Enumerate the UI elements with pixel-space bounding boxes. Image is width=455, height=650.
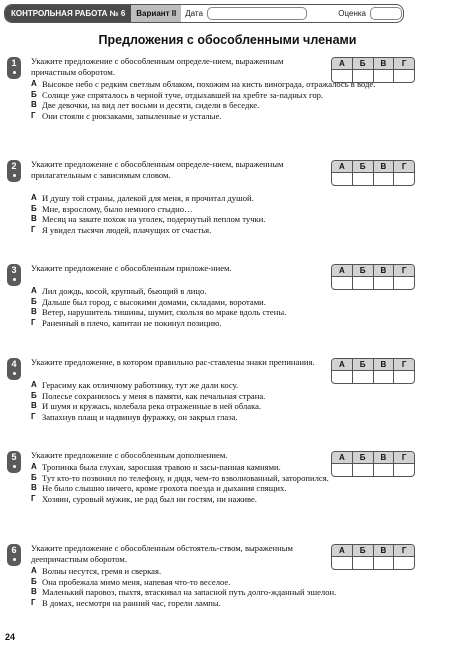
answer-letter-g: Г bbox=[401, 360, 407, 369]
option-g bbox=[31, 598, 407, 609]
option-g bbox=[31, 111, 407, 122]
answer-letter-g: Г bbox=[401, 266, 407, 275]
option-v bbox=[31, 100, 407, 111]
option-v bbox=[31, 587, 407, 598]
answer-letter-v: В bbox=[374, 161, 395, 172]
answer-letter-a: А bbox=[332, 452, 353, 463]
option-letter: А bbox=[31, 193, 37, 202]
answer-cell-b[interactable] bbox=[353, 173, 374, 186]
option-letter: Б bbox=[31, 390, 37, 400]
option-a bbox=[31, 380, 407, 391]
task-number-badge: 1 bbox=[7, 57, 21, 79]
option-letter: А bbox=[31, 79, 37, 88]
answer-letter-b: Б bbox=[353, 359, 374, 370]
answer-letter-v: В bbox=[374, 359, 395, 370]
answer-letter-v: В bbox=[374, 452, 395, 463]
answer-letter-b: Б bbox=[353, 161, 374, 172]
option-a bbox=[31, 286, 407, 297]
task-options bbox=[31, 286, 407, 328]
option-text: Хозяин, суровый мужик, не рад был ни гостям, ни наживе. bbox=[42, 493, 257, 504]
answer-letter-b: Б bbox=[353, 58, 374, 69]
option-letter: А bbox=[31, 566, 37, 575]
date-label: Дата bbox=[185, 9, 203, 18]
task-number-badge: 6 bbox=[7, 544, 21, 566]
answer-grid bbox=[331, 160, 415, 186]
option-text: Они стояли с рюкзаками, запыленные и усталые. bbox=[42, 110, 222, 121]
option-text: Герасиму как отличному работнику, тут же дали косу. bbox=[42, 380, 239, 390]
option-b bbox=[31, 391, 407, 402]
answer-letter-b: Б bbox=[353, 545, 374, 556]
option-letter: А bbox=[31, 286, 37, 295]
page-number: 24 bbox=[5, 632, 16, 642]
task-question: Укажите предложение с обособленным обстоятель-ством, выраженным деепричастным оборотом. bbox=[31, 543, 293, 564]
option-text: Раненный в плечо, капитан не покинул позицию. bbox=[42, 317, 222, 328]
task-options bbox=[31, 566, 407, 608]
option-text: Она пробежала мимо меня, напевая что-то веселое. bbox=[42, 576, 231, 587]
answer-letter-a: А bbox=[332, 161, 353, 172]
answer-letter-a: А bbox=[332, 58, 353, 69]
option-letter: Г bbox=[31, 493, 36, 503]
option-letter: А bbox=[31, 380, 37, 389]
answer-letter-g: Г bbox=[401, 453, 407, 462]
option-letter: Б bbox=[31, 576, 37, 586]
task-question: Укажите предложение с обособленным определе-нием, выраженным прилагательным с зависимым словом. bbox=[31, 159, 284, 180]
page-title: Предложения с обособленными членами bbox=[98, 33, 357, 47]
option-b bbox=[31, 577, 407, 588]
option-text: Лил дождь, косой, крупный, бьющий в лицо. bbox=[42, 286, 207, 296]
option-text: Полесье сохранилось у меня в памяти, как печальная страна. bbox=[42, 390, 266, 401]
answer-letter-g: Г bbox=[401, 546, 407, 555]
task-options bbox=[31, 380, 407, 422]
answer-cell-v[interactable] bbox=[374, 173, 395, 186]
option-letter: Г bbox=[31, 317, 36, 327]
answer-letter-g: Г bbox=[401, 59, 407, 68]
task-question: Укажите предложение, в котором правильно рас-ставлены знаки препинания. bbox=[31, 357, 315, 367]
option-a bbox=[31, 462, 407, 473]
option-letter: Б bbox=[31, 296, 37, 306]
option-b bbox=[31, 90, 407, 101]
task-options bbox=[31, 79, 407, 121]
option-letter: В bbox=[31, 214, 37, 223]
option-a bbox=[31, 193, 407, 204]
grade-label: Оценка bbox=[338, 9, 366, 18]
task-question: Укажите предложение с обособленным определе-нием, выраженным причастным оборотом. bbox=[31, 56, 284, 77]
option-v bbox=[31, 214, 407, 225]
option-text: Ветер, нарушитель тишины, шумит, скользя во мраке вдоль стены. bbox=[42, 307, 287, 317]
option-letter: В bbox=[31, 483, 37, 492]
option-text: И шумя и кружась, колебала река отраженные в ней облака. bbox=[42, 401, 262, 411]
option-letter: Г bbox=[31, 597, 36, 607]
option-b bbox=[31, 204, 407, 215]
option-letter: В bbox=[31, 587, 37, 596]
date-field[interactable] bbox=[207, 7, 307, 20]
option-text: Не было слышно ничего, кроме грохота поезда и дыхания спящих. bbox=[42, 483, 287, 493]
option-a bbox=[31, 79, 407, 90]
option-letter: В bbox=[31, 307, 37, 316]
answer-letter-a: А bbox=[332, 359, 353, 370]
option-text: Две девочки, на вид лет восьми и десяти, сидели в беседке. bbox=[42, 100, 260, 110]
option-text: Дальше был город, с высокими домами, складами, воротами. bbox=[42, 296, 266, 307]
option-text: Запахнув плащ и надвинув фуражку, он закрыл глаза. bbox=[42, 411, 238, 422]
option-text: Месяц на закате похож на уголек, подернутый пеплом тучки. bbox=[42, 214, 266, 224]
option-letter: В bbox=[31, 100, 37, 109]
option-b bbox=[31, 473, 407, 484]
option-letter: Г bbox=[31, 110, 36, 120]
task-options bbox=[31, 462, 407, 504]
option-text: Тропинка была глухая, заросшая травою и засы-панная камнями. bbox=[42, 462, 281, 472]
answer-letter-v: В bbox=[374, 545, 395, 556]
answer-letter-v: В bbox=[374, 58, 395, 69]
option-b bbox=[31, 297, 407, 308]
option-text: В домах, несмотря на ранний час, горели лампы. bbox=[42, 597, 221, 608]
option-text: Маленький паровоз, пыхтя, втаскивал на запасной путь долго-жданный эшелон. bbox=[42, 587, 337, 597]
option-g bbox=[31, 412, 407, 423]
option-text: Я увидел тысячи людей, плачущих от счастья. bbox=[42, 224, 212, 235]
option-letter: Г bbox=[31, 224, 36, 234]
answer-letter-a: А bbox=[332, 265, 353, 276]
header-bar bbox=[4, 4, 404, 23]
test-title: КОНТРОЛЬНАЯ РАБОТА № 6 bbox=[5, 5, 131, 22]
option-letter: Г bbox=[31, 411, 36, 421]
option-g bbox=[31, 494, 407, 505]
task-number-badge: 5 bbox=[7, 451, 21, 473]
option-letter: Б bbox=[31, 89, 37, 99]
option-text: И душу той страны, далекой для меня, я прочитал душой. bbox=[42, 193, 254, 203]
option-g bbox=[31, 225, 407, 236]
option-v bbox=[31, 307, 407, 318]
task-question: Укажите предложение с обособленным приложе-нием. bbox=[31, 263, 232, 273]
option-letter: В bbox=[31, 401, 37, 410]
option-text: Волны несутся, гремя и сверкая. bbox=[42, 566, 162, 576]
option-letter: А bbox=[31, 462, 37, 471]
task-options bbox=[31, 193, 407, 235]
option-a bbox=[31, 566, 407, 577]
option-text: Мне, взрослому, было немного стыдно… bbox=[42, 203, 193, 214]
answer-letter-v: В bbox=[374, 265, 395, 276]
option-text: Тут кто-то позвонил по телефону, и дядя, чем-то взволнованный, заторопился. bbox=[42, 472, 329, 483]
option-letter: Б bbox=[31, 472, 37, 482]
answer-letter-b: Б bbox=[353, 452, 374, 463]
option-letter: Б bbox=[31, 203, 37, 213]
answer-letter-a: А bbox=[332, 545, 353, 556]
variant-label: Вариант II bbox=[131, 5, 181, 22]
grade-field[interactable] bbox=[370, 7, 402, 20]
option-v bbox=[31, 483, 407, 494]
option-text: Высокое небо с редким светлым облаком, похожим на кисть винограда, отражалось в воде. bbox=[42, 79, 376, 89]
answer-cell-g[interactable] bbox=[394, 173, 414, 186]
task-question: Укажите предложение с обособленным дополнением. bbox=[31, 450, 228, 460]
task-number-badge: 3 bbox=[7, 264, 21, 286]
answer-cell-a[interactable] bbox=[332, 173, 353, 186]
answer-letter-g: Г bbox=[401, 162, 407, 171]
task-number-badge: 2 bbox=[7, 160, 21, 182]
option-text: Солнце уже спряталось в черной туче, отдыхавшей на хребте за-падных гор. bbox=[42, 89, 324, 100]
task-number-badge: 4 bbox=[7, 358, 21, 380]
option-v bbox=[31, 401, 407, 412]
option-g bbox=[31, 318, 407, 329]
answer-letter-b: Б bbox=[353, 265, 374, 276]
